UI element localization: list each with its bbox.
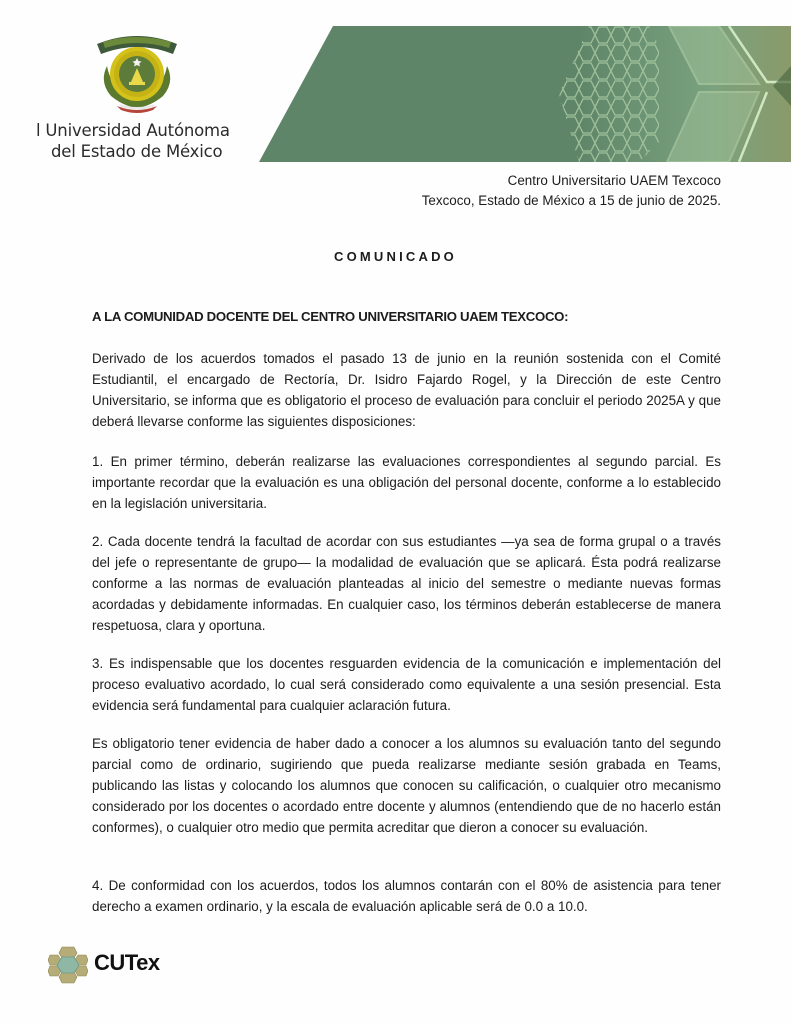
document-title: COMUNICADO bbox=[334, 249, 457, 264]
university-name bbox=[36, 120, 246, 162]
institution-line: Centro Universitario UAEM Texcoco bbox=[507, 173, 721, 188]
salutation: A LA COMUNIDAD DOCENTE DEL CENTRO UNIVERSITARIO UAEM TEXCOCO: bbox=[92, 309, 569, 324]
university-name-line2: del Estado de México bbox=[51, 142, 223, 161]
footer-logo-text: CUTex bbox=[94, 950, 160, 975]
header-banner bbox=[259, 26, 791, 162]
date-line: Texcoco, Estado de México a 15 de junio de 2025. bbox=[421, 193, 721, 208]
paragraph-item-4: 4. De conformidad con los acuerdos, todos los alumnos contarán con el 80% de asistencia para tener derecho a examen ordinario, y la escala de evaluación aplicable será de 0.0 a 10.0. bbox=[92, 878, 721, 914]
paragraph-item-1: 1. En primer término, deberán realizarse las evaluaciones correspondientes al segundo parcial. Es importante recordar que la evaluación es una obligación del personal docente, conforme a lo establecido en la legislación universitaria. bbox=[92, 454, 721, 511]
paragraph-intro: Derivado de los acuerdos tomados el pasado 13 de junio en la reunión sostenida con el Comité Estudiantil, el encargado de Rectoría, Dr. Isidro Fajardo Rogel, y la Dirección de este Centro Universitario, se informa que es obligatorio el proceso de evaluación para concluir el periodo 2025A y que deberá llevarse conforme las siguientes disposiciones: bbox=[92, 351, 721, 429]
paragraph-evidence: Es obligatorio tener evidencia de haber dado a conocer a los alumnos su evaluación tanto del segundo parcial como de ordinario, sugiriendo que pueda realizarse mediante sesión grabada en Teams, publicando las listas y colocando los alumnos que conocen su calificación, o cualquier otro mecanismo considerado por los docentes o acordado entre docente y alumnos (entendiendo que de no hacerlo están conformes), o cualquier otro medio que permita acreditar que dieron a conocer su evaluación. bbox=[92, 736, 721, 835]
university-name-line1: l Universidad Autónoma bbox=[36, 121, 230, 140]
uaemex-seal-icon bbox=[93, 30, 181, 116]
letterhead bbox=[0, 0, 791, 170]
place-and-date bbox=[422, 171, 721, 211]
cutex-hexagon-icon bbox=[48, 945, 88, 985]
paragraph-item-2: 2. Cada docente tendrá la facultad de acordar con sus estudiantes —ya sea de forma grupal o a través del jefe o representante de grupo— la modalidad de evaluación que se aplicará. Ésta podrá realizarse conforme a las normas de evaluación planteadas al inicio del semestre o mediante nuevas formas acordadas y debidamente informadas. En cualquier caso, los términos deberán establecerse de manera respetuosa, clara y oportuna. bbox=[92, 534, 721, 633]
paragraph-item-3: 3. Es indispensable que los docentes resguarden evidencia de la comunicación e implementación del proceso evaluativo acordado, lo cual será considerado como equivalente a una sesión presencial. Esta evidencia será fundamental para cualquier aclaración futura. bbox=[92, 656, 721, 713]
